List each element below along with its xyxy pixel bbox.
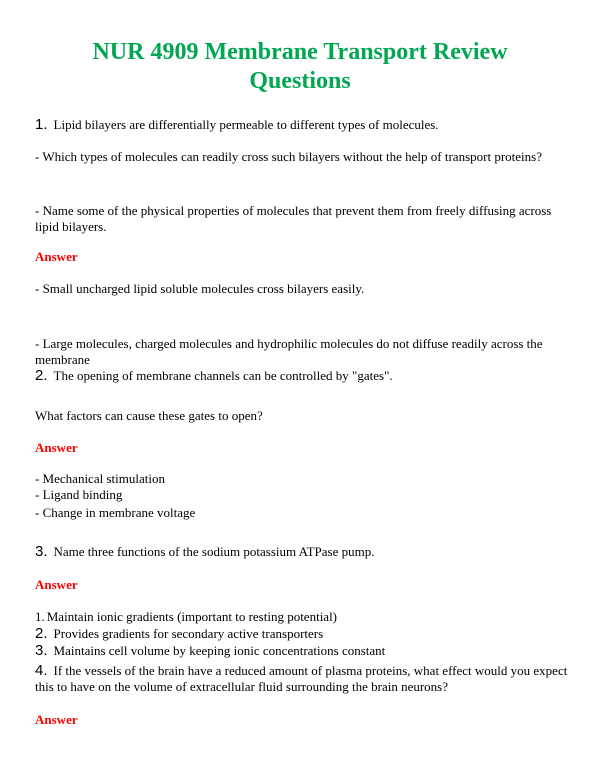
- answer-label: Answer: [35, 249, 78, 264]
- answer-line: - Mechanical stimulation: [35, 471, 165, 486]
- question-text: If the vessels of the brain have a reduced amount of plasma proteins, what effect would you expect this to have on the volume of extracellular fluid surrounding the brain neurons?: [35, 663, 568, 694]
- title-line-1: NUR 4909 Membrane Transport Review: [92, 39, 508, 65]
- answer-text: Maintains cell volume by keeping ionic concentrations constant: [53, 643, 386, 658]
- answer-number: 2.: [35, 625, 48, 642]
- question-text: Name three functions of the sodium potassium ATPase pump.: [53, 544, 375, 559]
- answer-line: - Ligand binding: [35, 487, 123, 502]
- answer-text: Maintain ionic gradients (important to resting potential): [46, 609, 338, 624]
- answer-line: - Large molecules, charged molecules and hydrophilic molecules do not diffuse readily across the membrane: [35, 336, 543, 367]
- question-number: 4.: [35, 662, 48, 679]
- question-3: [35, 544, 575, 560]
- question-text: Lipid bilayers are differentially permeable to different types of molecules.: [53, 117, 439, 132]
- answer-line: - Small uncharged lipid soluble molecules cross bilayers easily.: [35, 281, 365, 296]
- answer-line: [35, 643, 575, 659]
- question-2: [35, 368, 575, 384]
- question-1-sub-1: - Which types of molecules can readily cross such bilayers without the help of transport proteins?: [35, 149, 542, 164]
- answer-line: - Change in membrane voltage: [35, 505, 196, 520]
- question-number: 2.: [35, 367, 48, 384]
- question-1: [35, 117, 575, 133]
- question-text: The opening of membrane channels can be controlled by "gates".: [53, 368, 393, 383]
- question-4: [35, 663, 575, 695]
- answer-label: Answer: [35, 577, 78, 592]
- answer-label: Answer: [35, 440, 78, 455]
- answer-label: Answer: [35, 712, 78, 727]
- answer-line: [35, 626, 575, 642]
- answer-line: [35, 609, 575, 625]
- question-2-sub-1: What factors can cause these gates to open?: [35, 408, 263, 423]
- title-line-2: Questions: [249, 68, 351, 94]
- answer-number: 3.: [35, 642, 48, 659]
- question-number: 1.: [35, 116, 48, 133]
- question-1-sub-2: - Name some of the physical properties of molecules that prevent them from freely diffusing across lipid bilayers.: [35, 203, 552, 234]
- page-title: [20, 38, 580, 96]
- answer-text: Provides gradients for secondary active transporters: [53, 626, 324, 641]
- question-number: 3.: [35, 543, 48, 560]
- answer-number: 1.: [35, 609, 45, 624]
